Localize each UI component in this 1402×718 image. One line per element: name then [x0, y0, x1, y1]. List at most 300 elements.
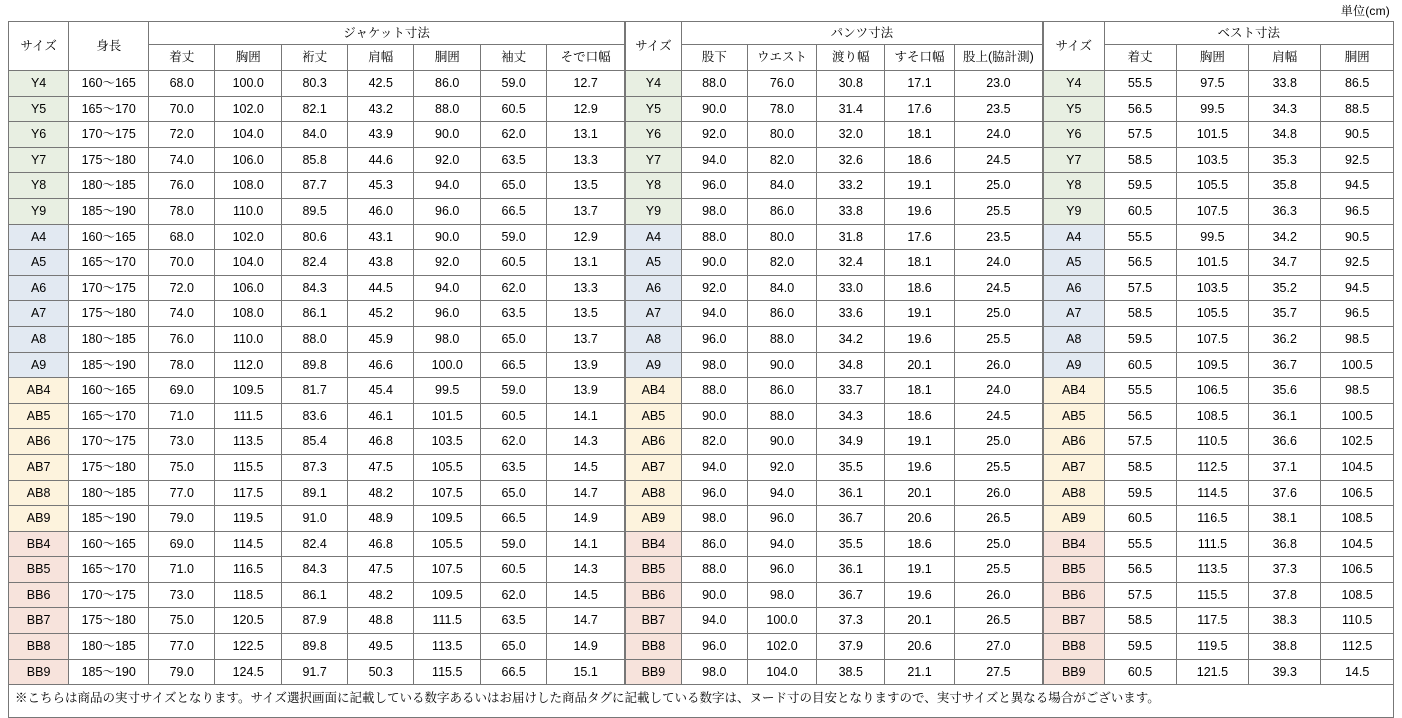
jacket-value-cell: 14.1 — [547, 403, 625, 429]
pants-size-cell: Y4 — [626, 71, 682, 97]
pants-value-cell: 35.5 — [817, 454, 885, 480]
pants-value-cell: 88.0 — [747, 403, 817, 429]
jacket-value-cell: 14.7 — [547, 608, 625, 634]
table-row — [1044, 198, 1394, 224]
jacket-size-cell: Y4 — [9, 71, 69, 97]
jacket-size-cell: A8 — [9, 326, 69, 352]
vest-value-cell: 111.5 — [1176, 531, 1249, 557]
pants-size-cell: Y9 — [626, 198, 682, 224]
jacket-value-cell: 92.0 — [414, 250, 481, 276]
pants-size-cell: BB5 — [626, 557, 682, 583]
pants-value-cell: 26.5 — [954, 506, 1042, 532]
pants-value-cell: 19.1 — [885, 557, 955, 583]
table-row — [9, 454, 625, 480]
vest-table-head — [1044, 22, 1394, 71]
pants-value-cell: 94.0 — [681, 301, 747, 327]
pants-value-cell: 25.5 — [954, 557, 1042, 583]
vest-size-cell: Y4 — [1044, 71, 1105, 97]
vest-value-cell: 55.5 — [1104, 224, 1176, 250]
pants-value-cell: 90.0 — [747, 352, 817, 378]
table-row — [1044, 275, 1394, 301]
jacket-size-cell: AB4 — [9, 378, 69, 404]
jacket-value-cell: 59.0 — [481, 531, 547, 557]
vest-value-cell: 60.5 — [1104, 352, 1176, 378]
vest-size-cell: Y5 — [1044, 96, 1105, 122]
pants-value-cell: 19.1 — [885, 301, 955, 327]
vest-value-cell: 90.5 — [1321, 122, 1394, 148]
pants-value-cell: 102.0 — [747, 634, 817, 660]
jacket-value-cell: 117.5 — [215, 480, 282, 506]
jacket-height-cell: 180～185 — [69, 480, 149, 506]
table-row — [9, 301, 625, 327]
jacket-value-cell: 65.0 — [481, 326, 547, 352]
jacket-value-cell: 43.8 — [348, 250, 414, 276]
jacket-value-cell: 86.0 — [414, 71, 481, 97]
pants-value-cell: 33.8 — [817, 198, 885, 224]
pants-value-cell: 33.7 — [817, 378, 885, 404]
jacket-value-cell: 77.0 — [149, 634, 215, 660]
pants-value-cell: 86.0 — [747, 198, 817, 224]
jacket-value-cell: 65.0 — [481, 634, 547, 660]
jacket-value-cell: 82.4 — [282, 531, 348, 557]
pants-column-header: すそ口幅 — [885, 45, 955, 71]
jacket-value-cell: 45.2 — [348, 301, 414, 327]
jacket-size-cell: Y6 — [9, 122, 69, 148]
pants-value-cell: 24.0 — [954, 378, 1042, 404]
jacket-value-cell: 89.8 — [282, 634, 348, 660]
table-row — [1044, 531, 1394, 557]
vest-column-header: 胸囲 — [1176, 45, 1249, 71]
pants-column-header: 股下 — [681, 45, 747, 71]
jacket-size-cell: AB9 — [9, 506, 69, 532]
vest-value-cell: 92.5 — [1321, 250, 1394, 276]
pants-value-cell: 18.6 — [885, 531, 955, 557]
pants-header-row-1 — [626, 22, 1043, 45]
pants-value-cell: 20.1 — [885, 352, 955, 378]
table-row — [9, 659, 625, 685]
pants-value-cell: 30.8 — [817, 71, 885, 97]
pants-size-cell: AB9 — [626, 506, 682, 532]
vest-value-cell: 36.7 — [1249, 352, 1321, 378]
vest-value-cell: 34.2 — [1249, 224, 1321, 250]
jacket-value-cell: 83.6 — [282, 403, 348, 429]
vest-value-cell: 94.5 — [1321, 173, 1394, 199]
jacket-size-cell: A7 — [9, 301, 69, 327]
vest-size-cell: BB7 — [1044, 608, 1105, 634]
vest-value-cell: 108.5 — [1321, 582, 1394, 608]
jacket-size-cell: A6 — [9, 275, 69, 301]
table-row — [9, 173, 625, 199]
pants-size-cell: Y6 — [626, 122, 682, 148]
jacket-size-cell: A5 — [9, 250, 69, 276]
jacket-value-cell: 14.9 — [547, 634, 625, 660]
table-row — [626, 122, 1043, 148]
pants-value-cell: 94.0 — [747, 531, 817, 557]
vest-value-cell: 110.5 — [1176, 429, 1249, 455]
jacket-value-cell: 92.0 — [414, 147, 481, 173]
table-row — [1044, 352, 1394, 378]
pants-value-cell: 78.0 — [747, 96, 817, 122]
pants-value-cell: 98.0 — [681, 659, 747, 685]
jacket-value-cell: 105.5 — [414, 454, 481, 480]
vest-size-cell: AB5 — [1044, 403, 1105, 429]
pants-value-cell: 24.0 — [954, 250, 1042, 276]
pants-value-cell: 92.0 — [681, 122, 747, 148]
pants-value-cell: 96.0 — [681, 480, 747, 506]
jacket-value-cell: 76.0 — [149, 173, 215, 199]
vest-value-cell: 98.5 — [1321, 378, 1394, 404]
vest-value-cell: 34.8 — [1249, 122, 1321, 148]
table-row — [9, 275, 625, 301]
table-row — [626, 378, 1043, 404]
pants-value-cell: 88.0 — [747, 326, 817, 352]
jacket-value-cell: 82.4 — [282, 250, 348, 276]
jacket-value-cell: 87.7 — [282, 173, 348, 199]
table-row — [1044, 454, 1394, 480]
jacket-value-cell: 47.5 — [348, 454, 414, 480]
pants-value-cell: 96.0 — [681, 326, 747, 352]
pants-value-cell: 34.3 — [817, 403, 885, 429]
jacket-value-cell: 103.5 — [414, 429, 481, 455]
vest-value-cell: 37.8 — [1249, 582, 1321, 608]
vest-value-cell: 37.1 — [1249, 454, 1321, 480]
pants-value-cell: 18.6 — [885, 147, 955, 173]
vest-value-cell: 59.5 — [1104, 480, 1176, 506]
vest-value-cell: 37.6 — [1249, 480, 1321, 506]
jacket-height-cell: 160～165 — [69, 378, 149, 404]
vest-value-cell: 35.3 — [1249, 147, 1321, 173]
table-row — [626, 275, 1043, 301]
vest-value-cell: 106.5 — [1321, 480, 1394, 506]
jacket-value-cell: 50.3 — [348, 659, 414, 685]
pants-value-cell: 33.2 — [817, 173, 885, 199]
vest-value-cell: 36.8 — [1249, 531, 1321, 557]
pants-size-cell: Y5 — [626, 96, 682, 122]
pants-value-cell: 18.1 — [885, 378, 955, 404]
jacket-value-cell: 68.0 — [149, 224, 215, 250]
table-row — [1044, 96, 1394, 122]
jacket-height-cell: 170～175 — [69, 582, 149, 608]
table-row — [626, 634, 1043, 660]
vest-size-cell: A7 — [1044, 301, 1105, 327]
vest-value-cell: 101.5 — [1176, 122, 1249, 148]
vest-value-cell: 113.5 — [1176, 557, 1249, 583]
jacket-value-cell: 104.0 — [215, 250, 282, 276]
jacket-value-cell: 15.1 — [547, 659, 625, 685]
jacket-value-cell: 44.6 — [348, 147, 414, 173]
jacket-value-cell: 99.5 — [414, 378, 481, 404]
jacket-value-cell: 70.0 — [149, 96, 215, 122]
jacket-height-cell: 160～165 — [69, 71, 149, 97]
pants-size-cell: AB4 — [626, 378, 682, 404]
pants-value-cell: 27.0 — [954, 634, 1042, 660]
pants-value-cell: 25.0 — [954, 531, 1042, 557]
table-row — [9, 224, 625, 250]
pants-size-cell: AB8 — [626, 480, 682, 506]
pants-value-cell: 37.9 — [817, 634, 885, 660]
vest-value-cell: 56.5 — [1104, 96, 1176, 122]
jacket-value-cell: 44.5 — [348, 275, 414, 301]
jacket-value-cell: 12.7 — [547, 71, 625, 97]
table-row — [626, 173, 1043, 199]
table-row — [9, 634, 625, 660]
jacket-value-cell: 94.0 — [414, 275, 481, 301]
vest-size-cell: BB6 — [1044, 582, 1105, 608]
jacket-value-cell: 90.0 — [414, 122, 481, 148]
table-row — [1044, 480, 1394, 506]
pants-value-cell: 86.0 — [681, 531, 747, 557]
vest-size-cell: AB8 — [1044, 480, 1105, 506]
vest-value-cell: 36.1 — [1249, 403, 1321, 429]
pants-value-cell: 31.4 — [817, 96, 885, 122]
vest-value-cell: 38.8 — [1249, 634, 1321, 660]
table-row — [1044, 634, 1394, 660]
jacket-column-header: 胴囲 — [414, 45, 481, 71]
pants-value-cell: 86.0 — [747, 378, 817, 404]
pants-value-cell: 34.9 — [817, 429, 885, 455]
vest-size-cell: A9 — [1044, 352, 1105, 378]
pants-value-cell: 94.0 — [681, 454, 747, 480]
table-row — [626, 454, 1043, 480]
pants-value-cell: 19.6 — [885, 326, 955, 352]
measurement-note: ※こちらは商品の実寸サイズとなります。サイズ選択画面に記載している数字あるいはお届けした商品タグに記載している数字は、ヌード寸の目安となりますので、実寸サイズと異なる場合がございます。 — [8, 685, 1394, 718]
jacket-value-cell: 66.5 — [481, 506, 547, 532]
vest-value-cell: 107.5 — [1176, 326, 1249, 352]
table-row — [626, 198, 1043, 224]
jacket-value-cell: 63.5 — [481, 454, 547, 480]
vest-value-cell: 110.5 — [1321, 608, 1394, 634]
pants-value-cell: 17.6 — [885, 96, 955, 122]
jacket-value-cell: 14.7 — [547, 480, 625, 506]
vest-size-header: サイズ — [1044, 22, 1105, 71]
jacket-value-cell: 90.0 — [414, 224, 481, 250]
jacket-value-cell: 43.9 — [348, 122, 414, 148]
jacket-value-cell: 63.5 — [481, 301, 547, 327]
jacket-height-cell: 160～165 — [69, 531, 149, 557]
jacket-value-cell: 88.0 — [282, 326, 348, 352]
pants-value-cell: 17.1 — [885, 71, 955, 97]
jacket-size-cell: BB8 — [9, 634, 69, 660]
jacket-value-cell: 59.0 — [481, 224, 547, 250]
vest-value-cell: 35.6 — [1249, 378, 1321, 404]
jacket-value-cell: 13.1 — [547, 122, 625, 148]
jacket-size-header: サイズ — [9, 22, 69, 71]
jacket-size-cell: BB4 — [9, 531, 69, 557]
table-row — [9, 531, 625, 557]
jacket-value-cell: 75.0 — [149, 608, 215, 634]
table-row — [626, 480, 1043, 506]
jacket-value-cell: 120.5 — [215, 608, 282, 634]
vest-value-cell: 99.5 — [1176, 96, 1249, 122]
jacket-value-cell: 45.9 — [348, 326, 414, 352]
vest-value-cell: 97.5 — [1176, 71, 1249, 97]
pants-header-row-2 — [626, 45, 1043, 71]
vest-value-cell: 35.7 — [1249, 301, 1321, 327]
vest-value-cell: 94.5 — [1321, 275, 1394, 301]
pants-value-cell: 26.0 — [954, 582, 1042, 608]
jacket-value-cell: 14.5 — [547, 454, 625, 480]
jacket-value-cell: 115.5 — [414, 659, 481, 685]
jacket-value-cell: 84.3 — [282, 275, 348, 301]
jacket-value-cell: 72.0 — [149, 122, 215, 148]
vest-value-cell: 57.5 — [1104, 429, 1176, 455]
pants-size-cell: AB5 — [626, 403, 682, 429]
jacket-value-cell: 69.0 — [149, 531, 215, 557]
jacket-value-cell: 48.9 — [348, 506, 414, 532]
pants-value-cell: 92.0 — [747, 454, 817, 480]
table-row — [1044, 403, 1394, 429]
pants-value-cell: 32.6 — [817, 147, 885, 173]
pants-value-cell: 23.0 — [954, 71, 1042, 97]
pants-value-cell: 25.0 — [954, 429, 1042, 455]
jacket-size-cell: Y8 — [9, 173, 69, 199]
jacket-value-cell: 85.4 — [282, 429, 348, 455]
pants-value-cell: 19.6 — [885, 198, 955, 224]
jacket-value-cell: 13.3 — [547, 275, 625, 301]
vest-value-cell: 39.3 — [1249, 659, 1321, 685]
table-row — [9, 429, 625, 455]
vest-value-cell: 59.5 — [1104, 173, 1176, 199]
jacket-value-cell: 86.1 — [282, 301, 348, 327]
jacket-value-cell: 69.0 — [149, 378, 215, 404]
vest-value-cell: 114.5 — [1176, 480, 1249, 506]
jacket-value-cell: 105.5 — [414, 531, 481, 557]
jacket-height-cell: 180～185 — [69, 173, 149, 199]
jacket-value-cell: 47.5 — [348, 557, 414, 583]
jacket-value-cell: 46.6 — [348, 352, 414, 378]
table-row — [1044, 250, 1394, 276]
jacket-value-cell: 86.1 — [282, 582, 348, 608]
pants-value-cell: 33.0 — [817, 275, 885, 301]
jacket-value-cell: 14.9 — [547, 506, 625, 532]
pants-value-cell: 90.0 — [747, 429, 817, 455]
table-row — [626, 250, 1043, 276]
jacket-height-cell: 185～190 — [69, 198, 149, 224]
jacket-size-cell: Y5 — [9, 96, 69, 122]
jacket-value-cell: 108.0 — [215, 173, 282, 199]
table-row — [1044, 506, 1394, 532]
jacket-value-cell: 89.5 — [282, 198, 348, 224]
vest-table-body — [1044, 71, 1394, 685]
table-row — [1044, 122, 1394, 148]
table-row — [9, 582, 625, 608]
vest-group-header: ベスト寸法 — [1104, 22, 1393, 45]
jacket-size-cell: AB8 — [9, 480, 69, 506]
pants-value-cell: 25.5 — [954, 326, 1042, 352]
jacket-value-cell: 60.5 — [481, 557, 547, 583]
table-row — [9, 147, 625, 173]
vest-size-cell: Y8 — [1044, 173, 1105, 199]
vest-value-cell: 58.5 — [1104, 608, 1176, 634]
jacket-value-cell: 109.5 — [215, 378, 282, 404]
pants-value-cell: 98.0 — [681, 506, 747, 532]
jacket-value-cell: 68.0 — [149, 71, 215, 97]
jacket-value-cell: 98.0 — [414, 326, 481, 352]
table-row — [9, 326, 625, 352]
pants-size-cell: A7 — [626, 301, 682, 327]
table-row — [1044, 429, 1394, 455]
jacket-height-cell: 165～170 — [69, 96, 149, 122]
jacket-value-cell: 71.0 — [149, 403, 215, 429]
pants-value-cell: 24.5 — [954, 275, 1042, 301]
table-row — [9, 378, 625, 404]
jacket-value-cell: 89.8 — [282, 352, 348, 378]
pants-value-cell: 25.0 — [954, 173, 1042, 199]
pants-column-header: 渡り幅 — [817, 45, 885, 71]
jacket-height-cell: 175～180 — [69, 454, 149, 480]
jacket-value-cell: 46.1 — [348, 403, 414, 429]
pants-value-cell: 35.5 — [817, 531, 885, 557]
jacket-height-cell: 165～170 — [69, 250, 149, 276]
pants-value-cell: 96.0 — [681, 173, 747, 199]
pants-size-cell: BB6 — [626, 582, 682, 608]
pants-value-cell: 19.6 — [885, 582, 955, 608]
vest-column-header: 肩幅 — [1249, 45, 1321, 71]
jacket-value-cell: 66.5 — [481, 198, 547, 224]
vest-value-cell: 100.5 — [1321, 403, 1394, 429]
vest-value-cell: 55.5 — [1104, 71, 1176, 97]
pants-value-cell: 20.1 — [885, 480, 955, 506]
pants-value-cell: 88.0 — [681, 71, 747, 97]
jacket-value-cell: 80.3 — [282, 71, 348, 97]
jacket-size-cell: AB5 — [9, 403, 69, 429]
pants-value-cell: 90.0 — [681, 96, 747, 122]
pants-value-cell: 20.6 — [885, 506, 955, 532]
jacket-value-cell: 91.7 — [282, 659, 348, 685]
jacket-value-cell: 101.5 — [414, 403, 481, 429]
jacket-value-cell: 100.0 — [414, 352, 481, 378]
jacket-value-cell: 80.6 — [282, 224, 348, 250]
pants-column-header: 股上(脇計測) — [954, 45, 1042, 71]
pants-value-cell: 100.0 — [747, 608, 817, 634]
jacket-value-cell: 84.0 — [282, 122, 348, 148]
table-row — [626, 403, 1043, 429]
jacket-value-cell: 49.5 — [348, 634, 414, 660]
pants-value-cell: 90.0 — [681, 582, 747, 608]
table-row — [1044, 301, 1394, 327]
jacket-value-cell: 96.0 — [414, 301, 481, 327]
table-row — [626, 506, 1043, 532]
pants-size-cell: BB8 — [626, 634, 682, 660]
table-row — [1044, 659, 1394, 685]
jacket-value-cell: 65.0 — [481, 173, 547, 199]
table-row — [9, 122, 625, 148]
pants-value-cell: 36.1 — [817, 557, 885, 583]
jacket-height-cell: 175～180 — [69, 147, 149, 173]
jacket-value-cell: 110.0 — [215, 326, 282, 352]
pants-value-cell: 90.0 — [681, 250, 747, 276]
jacket-height-cell: 185～190 — [69, 506, 149, 532]
jacket-value-cell: 62.0 — [481, 582, 547, 608]
vest-value-cell: 106.5 — [1176, 378, 1249, 404]
pants-value-cell: 18.1 — [885, 250, 955, 276]
pants-table-body — [626, 71, 1043, 685]
vest-value-cell: 36.6 — [1249, 429, 1321, 455]
vest-value-cell: 56.5 — [1104, 557, 1176, 583]
pants-value-cell: 19.6 — [885, 454, 955, 480]
vest-value-cell: 96.5 — [1321, 301, 1394, 327]
jacket-value-cell: 104.0 — [215, 122, 282, 148]
pants-value-cell: 20.6 — [885, 634, 955, 660]
pants-table-head — [626, 22, 1043, 71]
jacket-value-cell: 114.5 — [215, 531, 282, 557]
vest-value-cell: 35.8 — [1249, 173, 1321, 199]
jacket-value-cell: 63.5 — [481, 147, 547, 173]
pants-value-cell: 84.0 — [747, 173, 817, 199]
vest-value-cell: 34.3 — [1249, 96, 1321, 122]
jacket-value-cell: 79.0 — [149, 506, 215, 532]
jacket-column-header: 肩幅 — [348, 45, 414, 71]
